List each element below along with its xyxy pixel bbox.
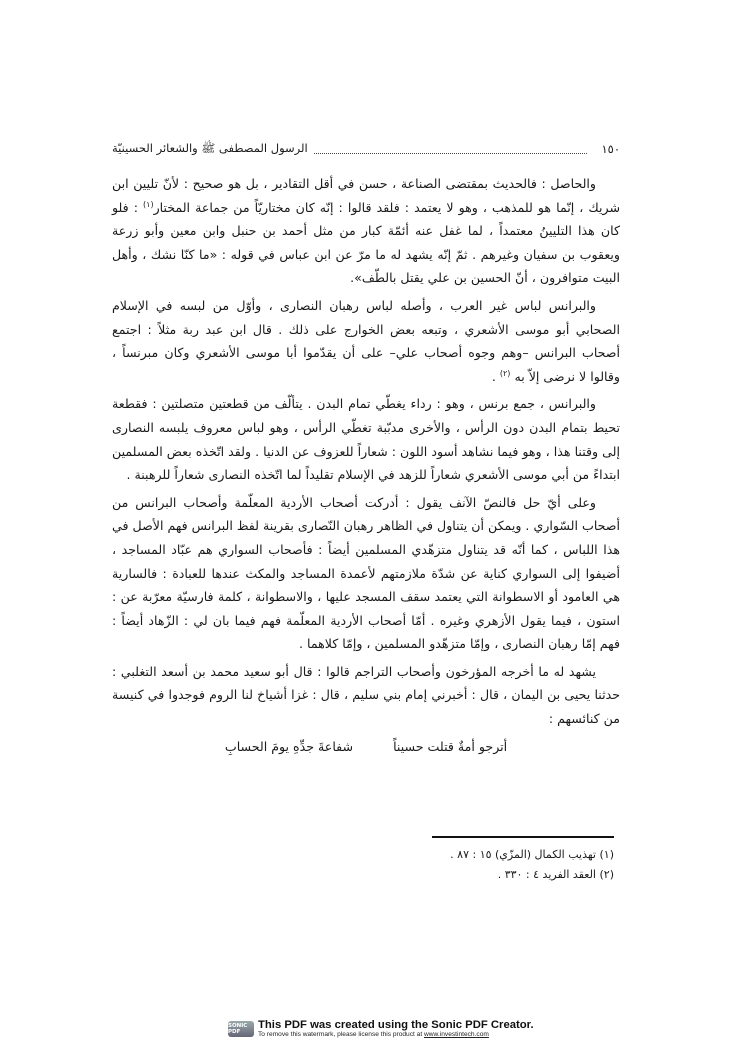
watermark-main-text: This PDF was created using the Sonic PDF Creator.	[258, 1018, 534, 1031]
body-text	[112, 172, 620, 758]
footnote-1: (١) تهذيب الكمال (المزّي) ١٥ : ٨٧ .	[450, 848, 614, 861]
header-dot-leader	[314, 145, 588, 154]
running-header	[112, 140, 620, 158]
page-number: ١٥٠	[601, 142, 620, 156]
footnote-2: (٢) العقد الفريد ٤ : ٣٣٠ .	[497, 868, 614, 881]
footnote-separator	[432, 836, 614, 838]
watermark-sub-prefix: To remove this watermark, please license this product at	[258, 1030, 425, 1038]
paragraph-text: : فلو كان هذا التليينُ معتمداً ، لما غفل عنه أئمّة كبار من مثل أحمد بن حنبل وابن معين وأبو زرعة ويعقوب بن سفيان وغيرهم . ثمّ إنّه يشهد له ما مرّ عن ابن عباس في قوله : «ما كنّا نشك ، وأهل البيت متوافرون ، أنّ الحسين بن علي يقتل بالطّف».	[112, 199, 620, 286]
paragraph: والبرانس ، جمع برنس ، وهو : رداء يغطّي تمام البدن . يتألّف من قطعتين متصلتين : فقطعة تحيط بتمام البدن دون الرأس ، والأخرى مدبّبة تغطّي الرأس ، وهو لباس معروف يلبسه النصارى إلى وقتنا هذا ، وهو فيما نشاهد أسود اللون : شعاراً للعزوف عن الدنيا . ولقد اتّخذه بعض المسلمين ابتداءً من أبي موسى الأشعري شعاراً للزهد في الإسلام تقليداً لما اتّخذه النصارى شعاراً للرهبنة .	[112, 396, 620, 483]
verse-hemistich-2: شفاعةَ جدِّهِ يومَ الحسابِ	[224, 738, 354, 754]
watermark-link[interactable]: www.investintech.com	[424, 1030, 489, 1038]
footnote-ref-2[interactable]: (٢)	[499, 368, 511, 378]
paragraph: يشهد له ما أخرجه المؤرخون وأصحاب التراجم قالوا : قال أبو سعيد محمد بن أسعد التغلبي : حدثنا يحيى بن اليمان ، قال : أخبرني إمام بني سليم ، قال : غزا أشياخ لنا الروم فوجدوا في كنيسة من كنائسهم :	[112, 663, 620, 727]
pdf-watermark	[228, 1015, 548, 1043]
verse-hemistich-1: أترجو أمةٌ قتلت حسيناً	[393, 738, 508, 754]
poetry-verse	[112, 735, 620, 759]
running-title: الرسول المصطفى ﷺ والشعائر الحسينيّة	[112, 140, 308, 155]
paragraph: وعلى أيّ حل فالنصّ الآنف يقول : أدركت أصحاب الأردية المعلّمة وأصحاب البرانس من أصحاب السّواري . ويمكن أن يتناول في الظاهر رهبان النّصارى بقرينة لفظ البرانس فهم الأصل في هذا اللباس ، كما أنّه قد يتناول متزهّدي المسلمين أيضاً : فأصحاب السواري هم عبّاد المساجد ، أضيفوا إلى السواري كناية عن شدّة ملازمتهم لأعمدة المساجد والمكث عندها للعبادة : فالسارية هي العامود أو الاسطوانة التي يعتمد سقف المسجد عليها ، والاسطوانة ، كلمة فارسيّة معرّبة عن : استون ، فيما يقول الأزهري وغيره . أمّا أصحاب الأردية المعلّمة فهم فيما بان لي : الزّهاد أيضاً : فهم إمّا رهبان النصارى ، وإمّا متزهّدو المسلمين ، وإمّا كلاهما .	[112, 494, 620, 652]
sonic-pdf-logo-icon: SONIC PDF	[228, 1021, 254, 1037]
paragraph	[112, 172, 620, 290]
paragraph	[112, 294, 620, 388]
footnotes	[300, 845, 614, 885]
paragraph-text: .	[491, 368, 500, 384]
paragraph-text: والبرانس لباس غير العرب ، وأصله لباس رهبان النصارى ، وأوّل من لبسه في الإسلام الصحابي أبو موسى الأشعري ، وتبعه بعض الخوارج على ذلك . قال ابن عبد ربة مثلاً : اجتمع أصحاب البرانس –وهم وجوه أصحاب علي– على أن يقدّموا أبا موسى الأشعري وكان مبرنساً ، وقالوا لا نرضى إلاّ به	[112, 297, 620, 384]
watermark-sub-text	[258, 1032, 534, 1039]
paragraph-text: والحاصل : فالحديث بمقتضى الصناعة ، حسن في أقل التقادير ، بل هو صحيح : لأنّ تليين ابن شريك ، إنّما هو للمذهب ، وهو لا يعتمد : فلقد قالوا : إنّه كان مختاريّاً من جماعة المختار	[112, 176, 620, 215]
footnote-ref-1[interactable]: (١)	[143, 199, 154, 209]
